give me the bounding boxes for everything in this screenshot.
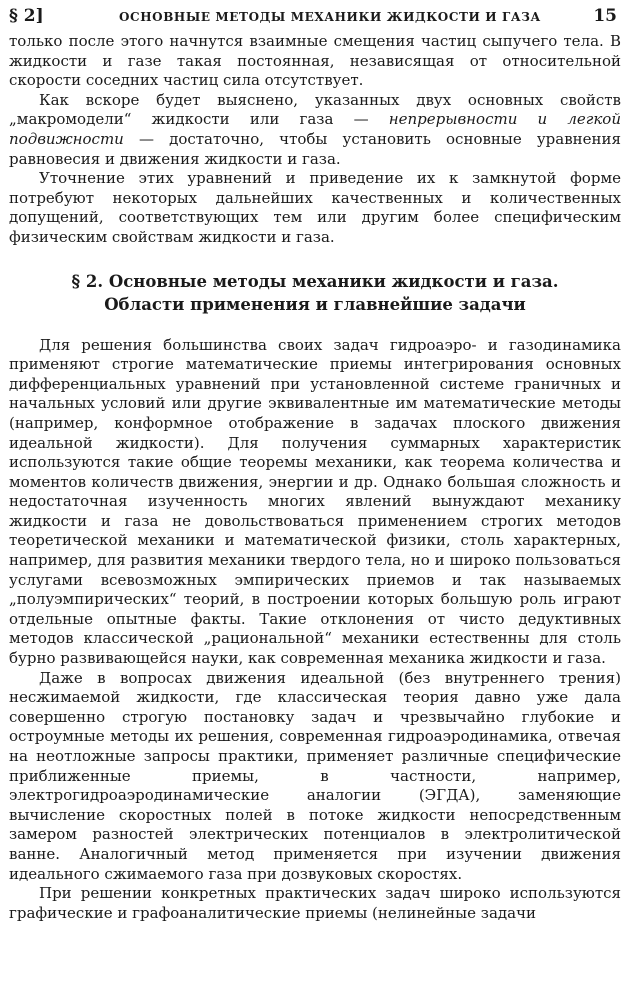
section-heading: [9, 270, 621, 316]
running-head-title: ОСНОВНЫЕ МЕТОДЫ МЕХАНИКИ ЖИДКОСТИ И ГАЗА: [119, 10, 541, 24]
paragraph-continuation: только после этого начнутся взаимные смещения частиц сыпучего тела. В жидкости и газе такая постоянная, независящая от относительной скорости соседних частиц сила отсутствует.: [9, 32, 621, 90]
paragraph-macromodel: [9, 91, 621, 169]
section-heading-line-1: § 2. Основные методы механики жидкости и газа.: [71, 271, 559, 291]
paragraph-methods: Для решения большинства своих задач гидроаэро- и газодинамика применяют строгие математические приемы интегрирования основных дифференциальных уравнений при установленной системе граничных и начальных условий или другие эквивалентные им математические методы (например, конформное отображение в задачах плоского движения идеальной жидкости). Для получения суммарных характеристик используются такие общие теоремы механики, как теорема количества и моментов количеств движения, энергии и др. Однако большая сложность и недостаточная изученность многих явлений вынуждают механику жидкости и газа не довольствоваться применением строгих методов теоретической механики и математической физики, столь характерных, например, для развития механики твердого тела, но и широко пользоваться услугами всевозможных эмпирических приемов и так называемых „полуэмпирических“ теорий, в построении которых большую роль играют отдельные опытные факты. Такие отклонения от чисто дедуктивных методов классической „рациональной“ механики естественны для столь бурно развивающейся науки, как современная механика жидкости и газа.: [9, 335, 621, 668]
paragraph-macromodel-lead: Как вскоре будет выяснено, указанных двух основных свойств „макромодели“ жидкости или газа —: [9, 90, 621, 129]
running-head-section: § 2]: [9, 6, 44, 26]
running-head: [9, 4, 621, 32]
paragraph-practical-tasks: При решении конкретных практических задач широко используются графические и графоаналитические приемы (нелинейные задачи: [9, 884, 621, 922]
paragraph-ideal-fluid: Даже в вопросах движения идеальной (без внутреннего трения) несжимаемой жидкости, где классическая теория давно уже дала совершенно строгую постановку задач и чрезвычайно глубокие и остроумные методы их решения, современная гидроаэродинамика, отвечая на неотложные запросы практики, применяет различные специфические приближенные приемы, в частности, например, электрогидроаэродинамические аналогии (ЭГДА), заменяющие вычисление скоростных полей в потоке жидкости непосредственным замером разностей электрических потенциалов в электролитической ванне. Аналогичный метод применяется при изучении движения идеального сжимаемого газа при дозвуковых скоростях.: [9, 668, 621, 883]
section-heading-line-2: Области применения и главнейшие задачи: [104, 294, 526, 314]
paragraph-macromodel-tail: — достаточно, чтобы установить основные уравнения равновесия и движения жидкости и газа.: [9, 129, 621, 168]
page-number: 15: [593, 6, 617, 26]
paragraph-refinement: Уточнение этих уравнений и приведение их к замкнутой форме потребуют некоторых дальнейших качественных и количественных допущений, соответствующих тем или другим более специфическим физическим свойствам жидкости и газа.: [9, 169, 621, 246]
book-page: [9, 4, 621, 923]
paragraph-macromodel-emphasis: непрерывности и легкой подвижности: [9, 110, 621, 148]
